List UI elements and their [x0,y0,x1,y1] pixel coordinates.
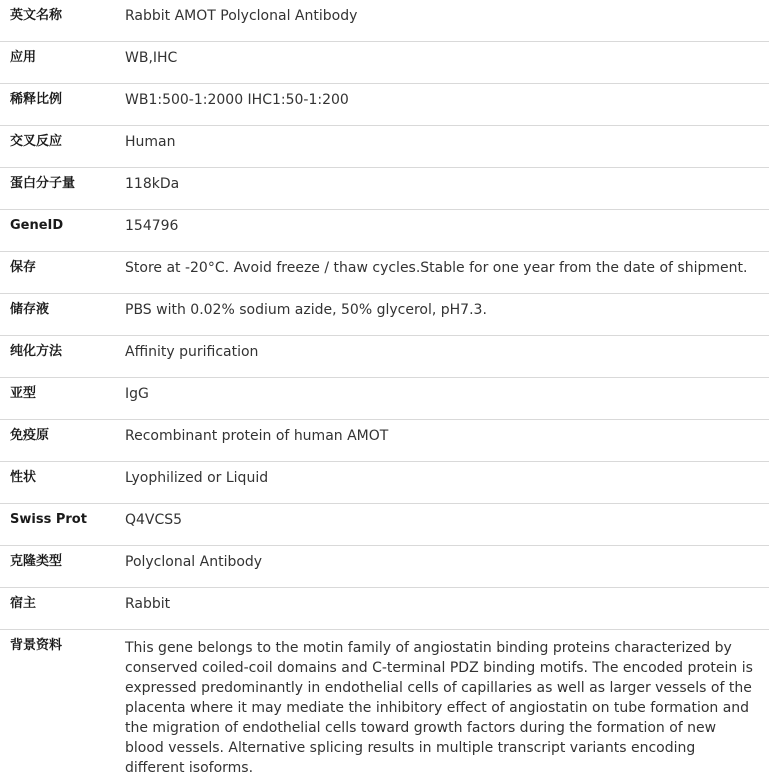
spec-value: Q4VCS5 [117,504,769,546]
spec-label: Swiss Prot [0,504,117,546]
spec-value: Polyclonal Antibody [117,546,769,588]
spec-row-immunogen [0,420,769,462]
spec-label: 稀释比例 [0,84,117,126]
spec-label: 蛋白分子量 [0,168,117,210]
spec-value: Rabbit [117,588,769,630]
spec-row-purification [0,336,769,378]
spec-value: WB1:500-1:2000 IHC1:50-1:200 [117,84,769,126]
spec-value: Rabbit AMOT Polyclonal Antibody [117,0,769,42]
spec-row-application [0,42,769,84]
spec-label: 储存液 [0,294,117,336]
spec-row-storage-buffer [0,294,769,336]
spec-row-host [0,588,769,630]
spec-label: 保存 [0,252,117,294]
spec-row-english-name [0,0,769,42]
spec-row-background [0,630,769,778]
spec-value: Lyophilized or Liquid [117,462,769,504]
spec-label: 应用 [0,42,117,84]
spec-row-dilution [0,84,769,126]
spec-label: 克隆类型 [0,546,117,588]
spec-label: 性状 [0,462,117,504]
spec-value: WB,IHC [117,42,769,84]
spec-value: Affinity purification [117,336,769,378]
spec-value: IgG [117,378,769,420]
spec-label: 交叉反应 [0,126,117,168]
spec-row-swiss-prot [0,504,769,546]
spec-row-gene-id [0,210,769,252]
spec-label: GeneID [0,210,117,252]
spec-value: Recombinant protein of human AMOT [117,420,769,462]
spec-row-form [0,462,769,504]
spec-value: This gene belongs to the motin family of angiostatin binding proteins characterized by conserved coiled-coil domains and C-terminal PDZ binding motifs. The encoded protein is expressed predominantly in endothelial cells of capillaries as well as larger vessels of the placenta where it may mediate the inhibitory effect of angiostatin on tube formation and the migration of endothelial cells toward growth factors during the formation of new blood vessels. Alternative splicing results in multiple transcript variants encoding different isoforms. [117,630,769,778]
spec-value: PBS with 0.02% sodium azide, 50% glycerol, pH7.3. [117,294,769,336]
spec-label: 宿主 [0,588,117,630]
spec-row-molecular-weight [0,168,769,210]
spec-row-cross-reactivity [0,126,769,168]
spec-row-storage [0,252,769,294]
spec-label: 英文名称 [0,0,117,42]
spec-label: 免疫原 [0,420,117,462]
spec-label: 亚型 [0,378,117,420]
spec-value: Store at -20°C. Avoid freeze / thaw cycles.Stable for one year from the date of shipment. [117,252,769,294]
spec-value: Human [117,126,769,168]
spec-value: 154796 [117,210,769,252]
spec-value: 118kDa [117,168,769,210]
spec-label: 纯化方法 [0,336,117,378]
spec-label: 背景资料 [0,630,117,778]
spec-row-clonality [0,546,769,588]
spec-row-isotype [0,378,769,420]
